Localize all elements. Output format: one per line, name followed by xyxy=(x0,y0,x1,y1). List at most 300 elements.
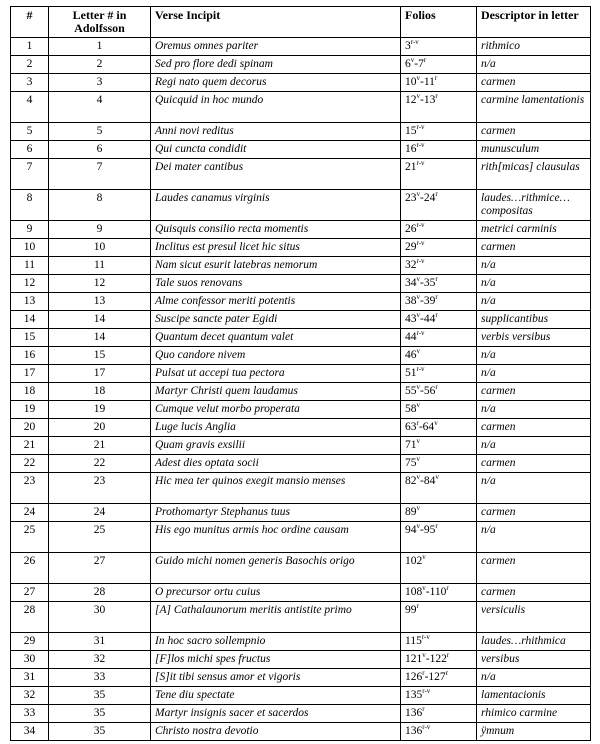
letter-number: 11 xyxy=(49,257,151,275)
folio-number: 75 xyxy=(405,457,417,469)
folio-side: v xyxy=(435,473,439,482)
descriptor: versiculis xyxy=(477,602,591,633)
folios xyxy=(401,633,477,651)
folio-side: r-v xyxy=(416,123,425,132)
folio-number: 126 xyxy=(405,671,423,683)
verse-incipit: Dei mater cantibus xyxy=(151,159,401,190)
folios xyxy=(401,159,477,190)
table-row xyxy=(11,723,591,741)
folios xyxy=(401,257,477,275)
folio-number: -13 xyxy=(420,94,436,106)
row-number: 31 xyxy=(11,669,49,687)
row-number: 27 xyxy=(11,584,49,602)
folios xyxy=(401,455,477,473)
folio-number: 12 xyxy=(405,94,417,106)
folio-number: 94 xyxy=(405,524,417,536)
folio-number: 55 xyxy=(405,385,417,397)
letter-number: 18 xyxy=(49,383,151,401)
folios xyxy=(401,651,477,669)
row-number: 19 xyxy=(11,401,49,419)
folios xyxy=(401,365,477,383)
row-number: 16 xyxy=(11,347,49,365)
folio-number: 15 xyxy=(405,125,417,137)
folio-side: r xyxy=(422,669,425,678)
folios xyxy=(401,141,477,159)
folio-number: -122 xyxy=(425,653,447,665)
folio-number: -110 xyxy=(425,586,447,598)
verse-incipit: Pulsat ut accepi tua pectora xyxy=(151,365,401,383)
descriptor: n/a xyxy=(477,56,591,74)
folio-side: r xyxy=(416,419,419,428)
letter-number: 24 xyxy=(49,504,151,522)
folio-side: r xyxy=(423,56,427,65)
folio-side: r-v xyxy=(416,365,425,374)
row-number: 28 xyxy=(11,602,49,633)
descriptor: n/a xyxy=(477,347,591,365)
descriptor: carmen xyxy=(477,455,591,473)
row-number: 12 xyxy=(11,275,49,293)
folio-side: r xyxy=(434,74,438,83)
folio-side: r-v xyxy=(416,239,425,248)
folio-number: 26 xyxy=(405,223,417,235)
folio-side: v xyxy=(416,504,420,513)
table-row xyxy=(11,365,591,383)
folio-side: r-v xyxy=(421,633,430,642)
row-number: 24 xyxy=(11,504,49,522)
header-row xyxy=(11,7,591,38)
letter-number: 19 xyxy=(49,401,151,419)
header-incipit: Verse Incipit xyxy=(151,7,401,38)
table-row xyxy=(11,419,591,437)
descriptor: carmen xyxy=(477,553,591,584)
table-row xyxy=(11,705,591,723)
table-body xyxy=(11,38,591,741)
row-number: 3 xyxy=(11,74,49,92)
verse-incipit: Martyr Christi quem laudamus xyxy=(151,383,401,401)
verse-incipit: Martyr insignis sacer et sacerdos xyxy=(151,705,401,723)
folio-number: 23 xyxy=(405,192,417,204)
folio-side: r-v xyxy=(410,38,419,47)
row-number: 14 xyxy=(11,311,49,329)
folio-side: r-v xyxy=(422,723,431,732)
verse-incipit: [F]los michi spes fructus xyxy=(151,651,401,669)
verse-incipit: Laudes canamus virginis xyxy=(151,190,401,221)
folios xyxy=(401,239,477,257)
verse-incipit: Tene diu spectate xyxy=(151,687,401,705)
verse-incipit: His ego munitus armis hoc ordine causam xyxy=(151,522,401,553)
table-row xyxy=(11,123,591,141)
letter-number: 13 xyxy=(49,293,151,311)
row-number: 32 xyxy=(11,687,49,705)
folios xyxy=(401,705,477,723)
verse-incipit: Luge lucis Anglia xyxy=(151,419,401,437)
folio-number: 16 xyxy=(405,143,417,155)
table-row xyxy=(11,633,591,651)
letter-number: 35 xyxy=(49,687,151,705)
folio-number: -39 xyxy=(420,295,436,307)
letter-number: 1 xyxy=(49,38,151,56)
folio-side: r xyxy=(416,602,419,611)
letter-number: 9 xyxy=(49,221,151,239)
folio-number: -127 xyxy=(424,671,446,683)
folio-number: 32 xyxy=(405,259,417,271)
row-number: 11 xyxy=(11,257,49,275)
folio-number: 51 xyxy=(405,367,417,379)
row-number: 7 xyxy=(11,159,49,190)
letter-number: 35 xyxy=(49,723,151,741)
letter-number: 6 xyxy=(49,141,151,159)
row-number: 1 xyxy=(11,38,49,56)
row-number: 30 xyxy=(11,651,49,669)
verse-incipit: Qui cuncta condidit xyxy=(151,141,401,159)
folio-side: r xyxy=(446,584,449,593)
descriptor: carmen xyxy=(477,239,591,257)
table-row xyxy=(11,293,591,311)
letter-number: 21 xyxy=(49,437,151,455)
letter-number: 33 xyxy=(49,669,151,687)
folio-number: 43 xyxy=(405,313,417,325)
folio-number: 71 xyxy=(405,439,417,451)
descriptor: carmen xyxy=(477,123,591,141)
folio-number: 63 xyxy=(405,421,417,433)
folio-number: 136 xyxy=(405,707,423,719)
descriptor: n/a xyxy=(477,669,591,687)
table-row xyxy=(11,275,591,293)
folio-side: v xyxy=(422,553,426,562)
folio-side: v xyxy=(416,92,420,101)
row-number: 22 xyxy=(11,455,49,473)
letter-number: 14 xyxy=(49,329,151,347)
row-number: 9 xyxy=(11,221,49,239)
verse-table xyxy=(10,6,591,741)
letter-number: 17 xyxy=(49,365,151,383)
verse-incipit: Quantum decet quantum valet xyxy=(151,329,401,347)
descriptor: munusculum xyxy=(477,141,591,159)
letter-number: 28 xyxy=(49,584,151,602)
folio-number: -35 xyxy=(420,277,436,289)
table-row xyxy=(11,329,591,347)
descriptor: n/a xyxy=(477,522,591,553)
row-number: 23 xyxy=(11,473,49,504)
descriptor: supplicantibus xyxy=(477,311,591,329)
folios xyxy=(401,56,477,74)
folio-number: 58 xyxy=(405,403,417,415)
table-row xyxy=(11,347,591,365)
descriptor: rithmico xyxy=(477,38,591,56)
row-number: 2 xyxy=(11,56,49,74)
folio-side: r xyxy=(446,651,450,660)
folios xyxy=(401,329,477,347)
folio-side: v xyxy=(416,473,420,482)
verse-incipit: Cumque velut morbo properata xyxy=(151,401,401,419)
table-row xyxy=(11,437,591,455)
letter-number: 14 xyxy=(49,311,151,329)
folio-side: v xyxy=(416,275,420,284)
verse-incipit: Hic mea ter quinos exegit mansio menses xyxy=(151,473,401,504)
descriptor: carmen xyxy=(477,383,591,401)
folios xyxy=(401,311,477,329)
letter-number: 30 xyxy=(49,602,151,633)
folio-side: v xyxy=(416,522,420,531)
folio-side: r xyxy=(435,190,438,199)
folio-number: 115 xyxy=(405,635,422,647)
folios xyxy=(401,347,477,365)
folios xyxy=(401,74,477,92)
folio-number: 44 xyxy=(405,331,417,343)
folios xyxy=(401,602,477,633)
folios xyxy=(401,38,477,56)
header-folios: Folios xyxy=(401,7,477,38)
folio-side: r-v xyxy=(416,141,425,150)
folios xyxy=(401,504,477,522)
descriptor: carmine lamentationis xyxy=(477,92,591,123)
folios xyxy=(401,687,477,705)
folios xyxy=(401,275,477,293)
table-row xyxy=(11,239,591,257)
verse-incipit: Tale suos renovans xyxy=(151,275,401,293)
verse-incipit: [A] Cathalaunorum meritis antistite primo xyxy=(151,602,401,633)
folio-number: 21 xyxy=(405,161,417,173)
letter-number: 32 xyxy=(49,651,151,669)
descriptor: lamentacionis xyxy=(477,687,591,705)
letter-number: 22 xyxy=(49,455,151,473)
folio-number: 3 xyxy=(405,40,411,52)
folios xyxy=(401,437,477,455)
table-row xyxy=(11,383,591,401)
verse-incipit: Quisquis consilio recta momentis xyxy=(151,221,401,239)
row-number: 4 xyxy=(11,92,49,123)
folios xyxy=(401,473,477,504)
folio-side: r xyxy=(435,311,438,320)
folio-side: r xyxy=(435,522,438,531)
folio-side: v xyxy=(416,74,420,83)
row-number: 33 xyxy=(11,705,49,723)
folio-number: 10 xyxy=(405,76,417,88)
folios xyxy=(401,401,477,419)
row-number: 15 xyxy=(11,329,49,347)
folio-number: -11 xyxy=(420,76,435,88)
verse-incipit: Anni novi reditus xyxy=(151,123,401,141)
folio-side: r-v xyxy=(416,257,425,266)
descriptor: n/a xyxy=(477,365,591,383)
descriptor: rhimico carmine xyxy=(477,705,591,723)
folios xyxy=(401,669,477,687)
letter-number: 25 xyxy=(49,522,151,553)
descriptor: carmen xyxy=(477,74,591,92)
table-row xyxy=(11,687,591,705)
verse-incipit: Alme confessor meriti potentis xyxy=(151,293,401,311)
folio-side: r xyxy=(422,705,425,714)
folios xyxy=(401,553,477,584)
letter-number: 35 xyxy=(49,705,151,723)
folio-number: 136 xyxy=(405,725,423,737)
folio-number: 99 xyxy=(405,604,417,616)
folio-number: 89 xyxy=(405,506,417,518)
letter-number: 3 xyxy=(49,74,151,92)
folios xyxy=(401,190,477,221)
row-number: 18 xyxy=(11,383,49,401)
folio-side: r xyxy=(435,293,438,302)
folio-side: v xyxy=(416,401,420,410)
folio-side: v xyxy=(416,437,420,446)
descriptor: metrici carminis xyxy=(477,221,591,239)
row-number: 6 xyxy=(11,141,49,159)
folios xyxy=(401,584,477,602)
verse-incipit: [S]it tibi sensus amor et vigoris xyxy=(151,669,401,687)
row-number: 25 xyxy=(11,522,49,553)
folio-side: r-v xyxy=(416,221,425,230)
table-row xyxy=(11,401,591,419)
table-row xyxy=(11,311,591,329)
folios xyxy=(401,293,477,311)
descriptor: versibus xyxy=(477,651,591,669)
folios xyxy=(401,723,477,741)
folio-number: 38 xyxy=(405,295,417,307)
folios xyxy=(401,123,477,141)
folio-side: v xyxy=(434,419,438,428)
letter-number: 20 xyxy=(49,419,151,437)
letter-number: 2 xyxy=(49,56,151,74)
letter-number: 15 xyxy=(49,347,151,365)
verse-incipit: O precursor ortu cuius xyxy=(151,584,401,602)
descriptor: n/a xyxy=(477,257,591,275)
verse-incipit: Inclitus est presul licet hic situs xyxy=(151,239,401,257)
descriptor: laudes…rhithmica xyxy=(477,633,591,651)
letter-number: 5 xyxy=(49,123,151,141)
folio-side: r-v xyxy=(416,329,425,338)
verse-incipit: Quo candore nivem xyxy=(151,347,401,365)
folio-side: r-v xyxy=(422,687,431,696)
verse-incipit: In hoc sacro sollempnio xyxy=(151,633,401,651)
folio-number: 6 xyxy=(405,58,411,70)
table-row xyxy=(11,602,591,633)
folios xyxy=(401,383,477,401)
descriptor: carmen xyxy=(477,504,591,522)
folio-number: 46 xyxy=(405,349,417,361)
folio-side: r xyxy=(445,669,449,678)
folio-side: r xyxy=(435,275,438,284)
verse-incipit: Regi nato quem decorus xyxy=(151,74,401,92)
descriptor: n/a xyxy=(477,401,591,419)
row-number: 29 xyxy=(11,633,49,651)
verse-incipit: Christo nostra devotio xyxy=(151,723,401,741)
verse-incipit: Nam sicut esurit latebras nemorum xyxy=(151,257,401,275)
letter-number: 31 xyxy=(49,633,151,651)
folio-side: r xyxy=(435,92,438,101)
folio-number: 29 xyxy=(405,241,417,253)
folio-number: -64 xyxy=(418,421,435,433)
folio-number: -95 xyxy=(420,524,436,536)
row-number: 13 xyxy=(11,293,49,311)
letter-number: 8 xyxy=(49,190,151,221)
table-row xyxy=(11,56,591,74)
folio-side: v xyxy=(416,455,420,464)
folio-side: r xyxy=(435,383,438,392)
folio-side: v xyxy=(416,190,420,199)
table-row xyxy=(11,669,591,687)
table-row xyxy=(11,651,591,669)
verse-incipit: Guido michi nomen generis Basochis origo xyxy=(151,553,401,584)
row-number: 34 xyxy=(11,723,49,741)
letter-number: 12 xyxy=(49,275,151,293)
table-row xyxy=(11,38,591,56)
verse-incipit: Suscipe sancte pater Egidi xyxy=(151,311,401,329)
table-row xyxy=(11,141,591,159)
folios xyxy=(401,221,477,239)
folio-side: v xyxy=(422,584,426,593)
folio-number: -44 xyxy=(420,313,436,325)
descriptor: n/a xyxy=(477,275,591,293)
table-row xyxy=(11,221,591,239)
row-number: 8 xyxy=(11,190,49,221)
folios xyxy=(401,522,477,553)
table-row xyxy=(11,553,591,584)
folio-number: -7 xyxy=(414,58,424,70)
folio-number: -24 xyxy=(420,192,436,204)
descriptor: n/a xyxy=(477,473,591,504)
folio-side: v xyxy=(416,383,420,392)
table-row xyxy=(11,522,591,553)
verse-incipit: Adest dies optata socii xyxy=(151,455,401,473)
descriptor: laudes…rithmice… compositas xyxy=(477,190,591,221)
table-row xyxy=(11,455,591,473)
folio-number: -56 xyxy=(420,385,436,397)
descriptor: carmen xyxy=(477,584,591,602)
descriptor: n/a xyxy=(477,437,591,455)
folio-number: -84 xyxy=(420,475,436,487)
header-descriptor: Descriptor in letter xyxy=(477,7,591,38)
table-row xyxy=(11,74,591,92)
table-row xyxy=(11,473,591,504)
folio-side: v xyxy=(416,347,420,356)
row-number: 20 xyxy=(11,419,49,437)
folio-number: 121 xyxy=(405,653,423,665)
folios xyxy=(401,419,477,437)
folio-number: 102 xyxy=(405,555,423,567)
verse-incipit: Quicquid in hoc mundo xyxy=(151,92,401,123)
verse-incipit: Prothomartyr Stephanus tuus xyxy=(151,504,401,522)
row-number: 5 xyxy=(11,123,49,141)
letter-number: 27 xyxy=(49,553,151,584)
row-number: 17 xyxy=(11,365,49,383)
table-row xyxy=(11,504,591,522)
folio-number: 135 xyxy=(405,689,423,701)
descriptor: carmen xyxy=(477,419,591,437)
header-letter: Letter # in Adolfsson xyxy=(49,7,151,38)
folios xyxy=(401,92,477,123)
verse-incipit: Sed pro flore dedi spinam xyxy=(151,56,401,74)
folio-number: 82 xyxy=(405,475,417,487)
descriptor: verbis versibus xyxy=(477,329,591,347)
descriptor: n/a xyxy=(477,293,591,311)
verse-incipit: Oremus omnes pariter xyxy=(151,38,401,56)
letter-number: 7 xyxy=(49,159,151,190)
descriptor: rith[micas] clausulas xyxy=(477,159,591,190)
table-row xyxy=(11,257,591,275)
folio-side: v xyxy=(422,651,426,660)
verse-incipit: Quam gravis exsilii xyxy=(151,437,401,455)
letter-number: 23 xyxy=(49,473,151,504)
folio-side: v xyxy=(416,293,420,302)
header-number: # xyxy=(11,7,49,38)
folio-number: 108 xyxy=(405,586,423,598)
table-row xyxy=(11,584,591,602)
folio-side: v xyxy=(410,56,415,65)
row-number: 10 xyxy=(11,239,49,257)
row-number: 21 xyxy=(11,437,49,455)
table-row xyxy=(11,190,591,221)
table-row xyxy=(11,92,591,123)
